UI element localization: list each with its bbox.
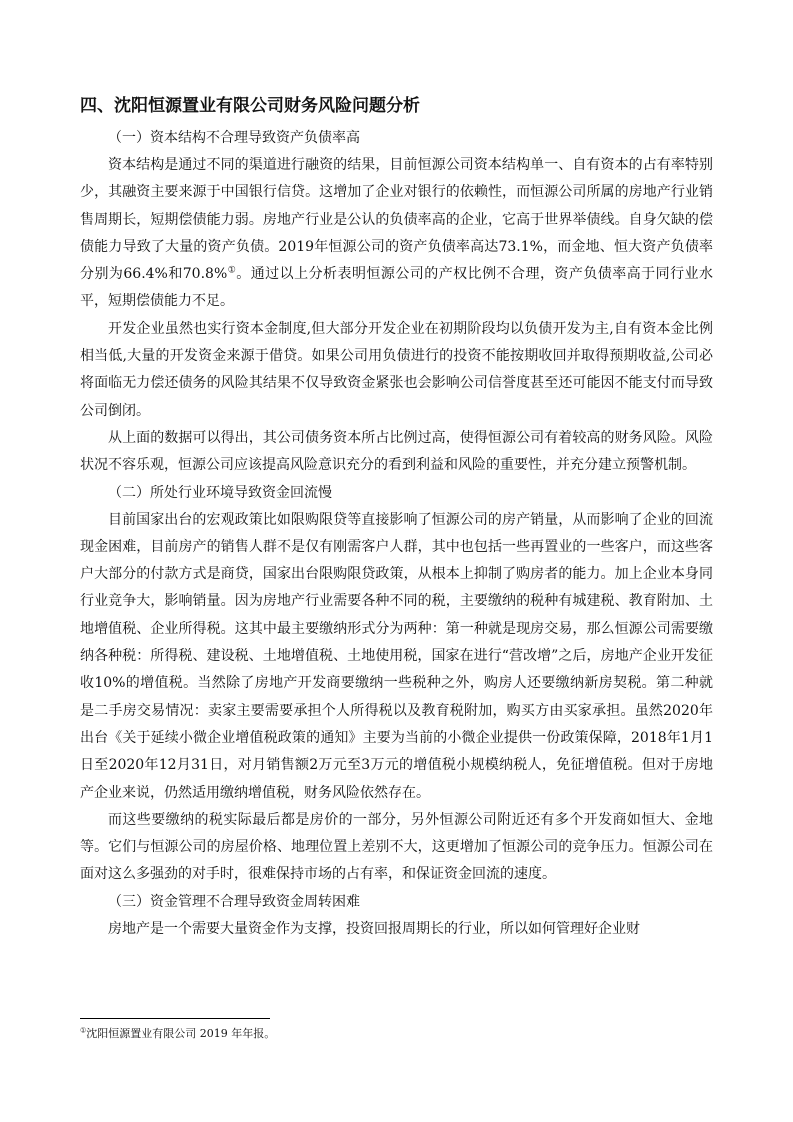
- paragraph: 而这些要缴纳的税实际最后都是房价的一部分，另外恒源公司附近还有多个开发商如恒大、金地等。它们与恒源公司的房屋价格、地理位置上差别不大，这更增加了恒源公司的竞争压力。恒源公司在面对这么多强劲的对手时，很难保持市场的占有率，和保证资金回流的速度。: [80, 811, 713, 883]
- paragraph: 房地产是一个需要大量资金作为支撑，投资回报周期长的行业，所以如何管理好企业财: [108, 920, 640, 937]
- subsection-title-capital-structure: （一）资本结构不合理导致资产负债率高: [108, 130, 360, 146]
- footnote-reference[interactable]: ①: [227, 265, 237, 276]
- paragraph: 资本结构是通过不同的渠道进行融资的结果，目前恒源公司资本结构单一、自有资本的占有率特别少，其融资主要来源于中国银行信贷。这增加了企业对银行的依赖性，而恒源公司所属的房地产行业销售周期长，短期偿债能力弱。房地产行业是公认的负债率高的企业，它高于世界举债线。自身欠缺的偿债能力导致了大量的资产负债。2019年恒源公司的资产负债率高达73.1%，而金地、恒大资产负债率分别为66.4%和70.8%①。通过以上分析表明恒源公司的产权比例不合理，资产负债率高于同行业水平，短期偿债能力不足。: [80, 157, 714, 310]
- section-heading: 四、沈阳恒源置业有限公司财务风险问题分析: [80, 96, 420, 116]
- document-body: [80, 93, 713, 943]
- footnote-text: 沈阳恒源置业有限公司 2019 年年报。: [86, 1027, 276, 1040]
- subsection-title-fund-management: （三）资金管理不合理导致资金周转困难: [108, 893, 360, 910]
- paragraph: 开发企业虽然也实行资本金制度,但大部分开发企业在初期阶段均以负债开发为主,自有资本金比例相当低,大量的开发资金来源于借贷。如果公司用负债进行的投资不能按期收回并取得预期收益,公司必将面临无力偿还债务的风险其结果不仅导致资金紧张也会影响公司信誉度甚至还可能因不能支付而导致公司倒闭。: [80, 320, 713, 419]
- footnote-divider: [80, 1018, 270, 1019]
- paragraph: 从上面的数据可以得出，其公司债务资本所占比例过高，使得恒源公司有着较高的财务风险。风险状况不容乐观，恒源公司应该提高风险意识充分的看到利益和风险的重要性，并充分建立预警机制。: [80, 429, 713, 474]
- footnote: [80, 1027, 275, 1041]
- footnote-mark: ①: [80, 1026, 87, 1035]
- paragraph: 目前国家出台的宏观政策比如限购限贷等直接影响了恒源公司的房产销量，从而影响了企业的回流现金困难，目前房产的销售人群不是仅有刚需客户人群，其中也包括一些再置业的一些客户，而这些客户大部分的付款方式是商贷，国家出台限购限贷政策，从根本上抑制了购房者的能力。加上企业本身同行业竞争大，影响销量。因为房地产行业需要各种不同的税，主要缴纳的税种有城建税、教育附加、土地增值税、企业所得税。这其中最主要缴纳形式分为两种：第一种就是现房交易，那么恒源公司需要缴纳各种税：所得税、建设税、土地增值税、土地使用税，国家在进行“营改增”之后，房地产企业开发征收10%的增值税。当然除了房地产开发商要缴纳一些税种之外，购房人还要缴纳新房契税。第二种就是二手房交易情况：卖家主要需要承担个人所得税以及教育税附加，购买方由买家承担。虽然2020年出台《关于延续小微企业增值税政策的通知》主要为当前的小微企业提供一份政策保障，2018年1月1日至2020年12月31日，对月销售额2万元至3万元的增值税小规模纳税人，免征增值税。但对于房地产企业来说，仍然适用缴纳增值税，财务风险依然存在。: [80, 511, 713, 801]
- subsection-title-industry-environment: （二）所处行业环境导致资金回流慢: [108, 484, 332, 501]
